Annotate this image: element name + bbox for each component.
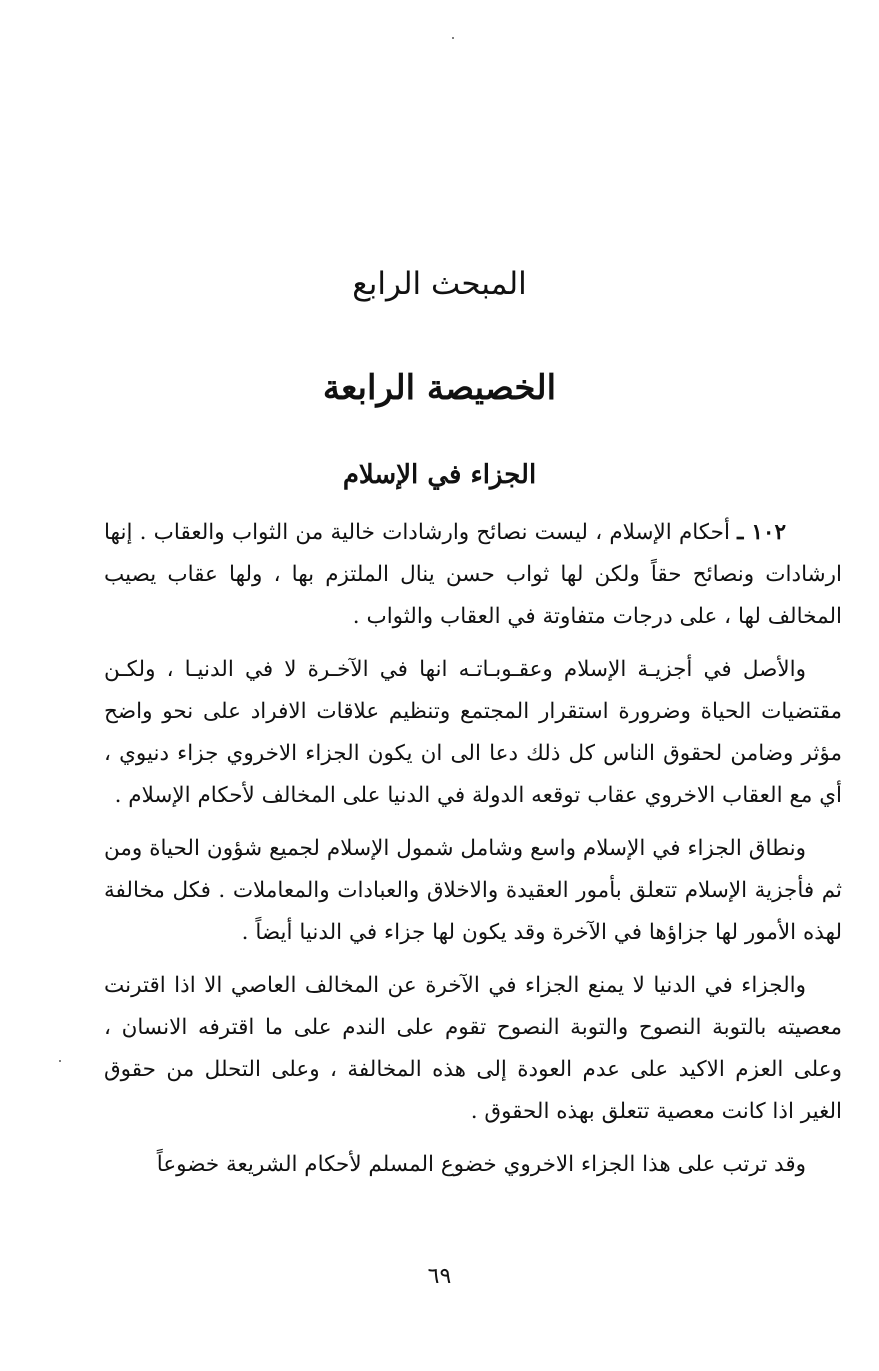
paragraph-scope-of-penalty: ونطاق الجزاء في الإسلام واسع وشامل شمول الإسلام لجميع شؤون الحياة ومن ثم فأجزية الإسلام تتعلق بأمور العقيدة والاخلاق والعبادات والمعاملات . فكل مخالفة لهذه الأمور لها جزاؤها في الآخرة وقد يكون لها جزاء في الدنيا أيضاً .	[104, 836, 842, 945]
paragraph-text: أحكام الإسلام ، ليست نصائح وارشادات خالية من الثواب والعقاب . إنها ارشادات ونصائح حقاً ولكن لها ثواب حسن ينال الملتزم بها ، ولها عقاب يصيب المخالف لها ، على درجات متفاوتة في العقاب والثواب .	[104, 520, 842, 629]
paragraph-102	[104, 512, 842, 638]
paragraph-origin-of-penalties: والأصل في أجزيـة الإسلام وعقـوبـاتـه انها في الآخـرة لا في الدنيـا ، ولكـن مقتضيات الحياة وضرورة استقرار المجتمع وتنظيم علاقات الافراد على نحو واضح مؤثر وضامن لحقوق الناس كل ذلك دعا الى ان يكون الجزاء الاخروي جزاء دنيوي ، أي مع العقاب الاخروي عقاب توقعه الدولة في الدنيا على المخالف لأحكام الإسلام .	[104, 657, 842, 808]
paragraph-consequence: وقد ترتب على هذا الجزاء الاخروي خضوع المسلم لأحكام الشريعة خضوعاً	[156, 1152, 806, 1177]
page-number: ٦٩	[427, 1264, 452, 1289]
paragraph-number: ١٠٢ ـ	[737, 520, 786, 545]
body-text	[104, 512, 842, 1197]
scan-speck-margin	[59, 1060, 61, 1062]
section-title: الجزاء في الإسلام	[342, 460, 537, 490]
chapter-title: المبحث الرابع	[352, 266, 527, 302]
scan-speck-top	[452, 37, 454, 39]
paragraph-worldly-penalty: والجزاء في الدنيا لا يمنع الجزاء في الآخرة عن المخالف العاصي الا اذا اقترنت معصيته بالتوبة النصوح والتوبة النصوح تقوم على الندم على ما اقترفه الانسان ، وعلى العزم الاكيد على عدم العودة إلى هذه المخالفة ، وعلى التحلل من حقوق الغير اذا كانت معصية تتعلق بهذه الحقوق .	[104, 973, 842, 1124]
feature-title: الخصيصة الرابعة	[322, 368, 557, 408]
